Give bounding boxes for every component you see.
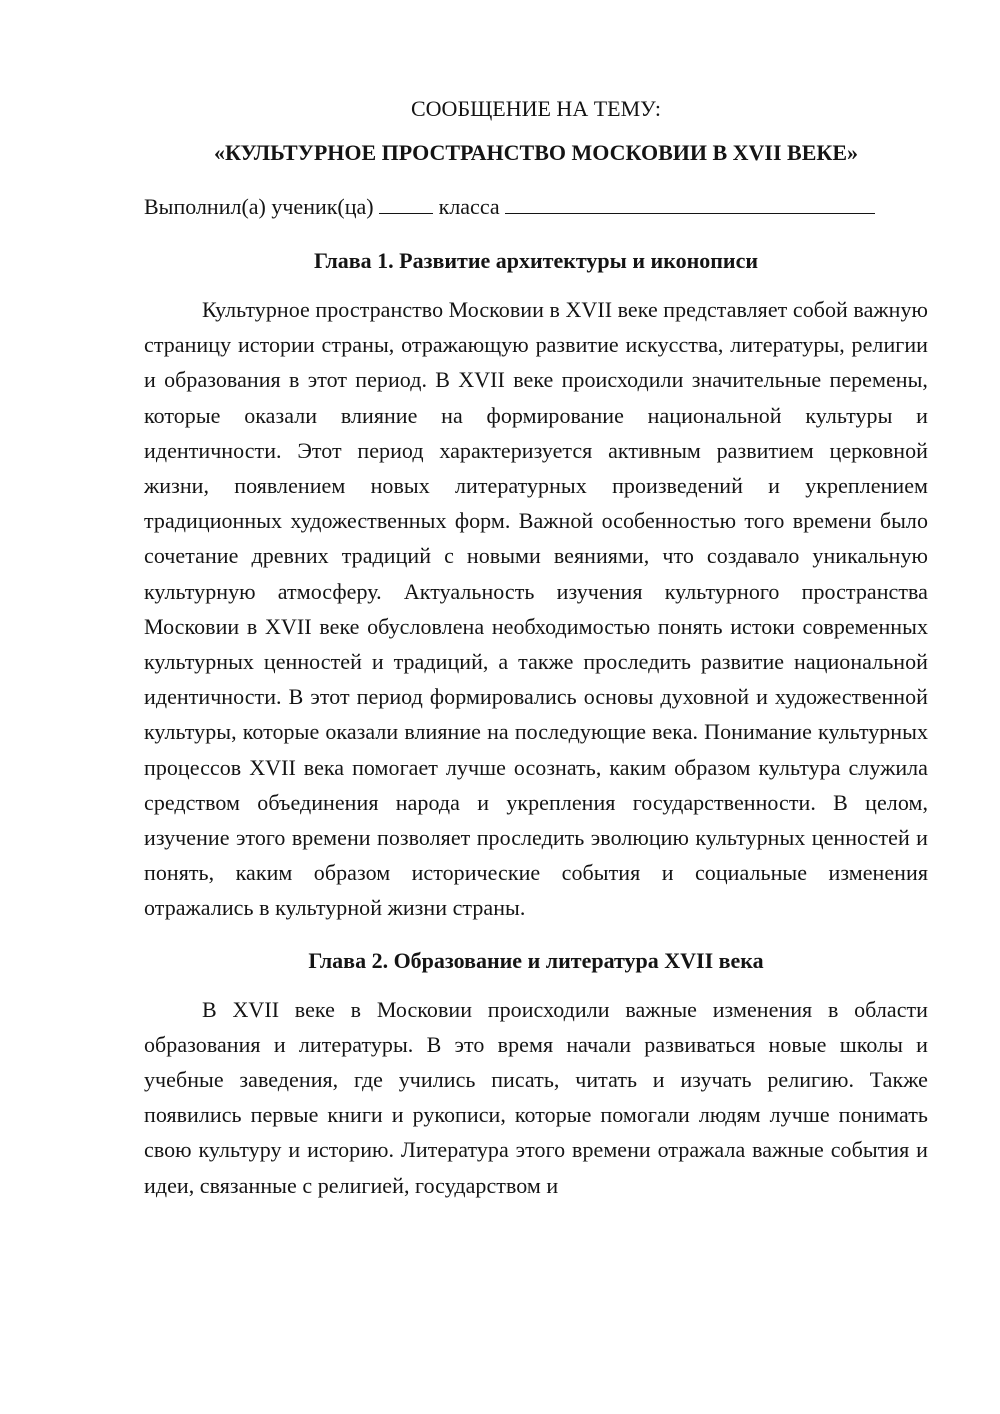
class-number-blank: [379, 193, 433, 214]
chapter-1-heading: Глава 1. Развитие архитектуры и иконописи: [313, 248, 759, 273]
author-prefix: Выполнил(а) ученик(ца): [144, 194, 374, 219]
chapter-2-paragraph: В XVII веке в Московии происходили важные изменения в области образования и литературы. В это время начали развиваться новые школы и учебные заведения, где учились писать, читать и изучать религию. Также появились первые книги и рукописи, которые помогали людям лучше понимать свою культуру и историю. Литература этого времени отражала важные события и идеи, связанные с религией, государством и: [144, 996, 928, 1198]
author-class-label: класса: [438, 194, 500, 219]
document-title-label: СООБЩЕНИЕ НА ТЕМУ:: [411, 96, 661, 121]
chapter-2-heading: Глава 2. Образование и литература XVII века: [308, 947, 764, 973]
author-line: [144, 190, 928, 224]
student-name-blank: [505, 193, 875, 214]
document-page: [144, 88, 928, 1203]
chapter-1-paragraph: Культурное пространство Московии в XVII веке представляет собой важную страницу истории страны, отражающую развитие искусства, литературы, религии и образования в этот период. В XVII веке происходили значительные перемены, которые оказали влияние на формирование национальной культуры и идентичности. Этот период характеризуется активным развитием церковной жизни, появлением новых литературных произведений и укреплением традиционных художественных форм. Важной особенностью того времени было сочетание древних традиций с новыми веяниями, что создавало уникальную культурную атмосферу. Актуальность изучения культурного пространства Московии в XVII веке обусловлена необходимостью понять истоки современных культурных ценностей и традиций, а также проследить развитие национальной идентичности. В этот период формировались основы духовной и художественной культуры, которые оказали влияние на последующие века. Понимание культурных процессов XVII века помогает лучше осознать, каким образом культура служила средством объединения народа и укрепления государственности. В целом, изучение этого времени позволяет проследить эволюцию культурных ценностей и понять, каким образом исторические события и социальные изменения отражались в культурной жизни страны.: [144, 297, 928, 921]
document-topic-title: «КУЛЬТУРНОЕ ПРОСТРАНСТВО МОСКОВИИ В XVII ВЕКЕ»: [213, 140, 859, 165]
